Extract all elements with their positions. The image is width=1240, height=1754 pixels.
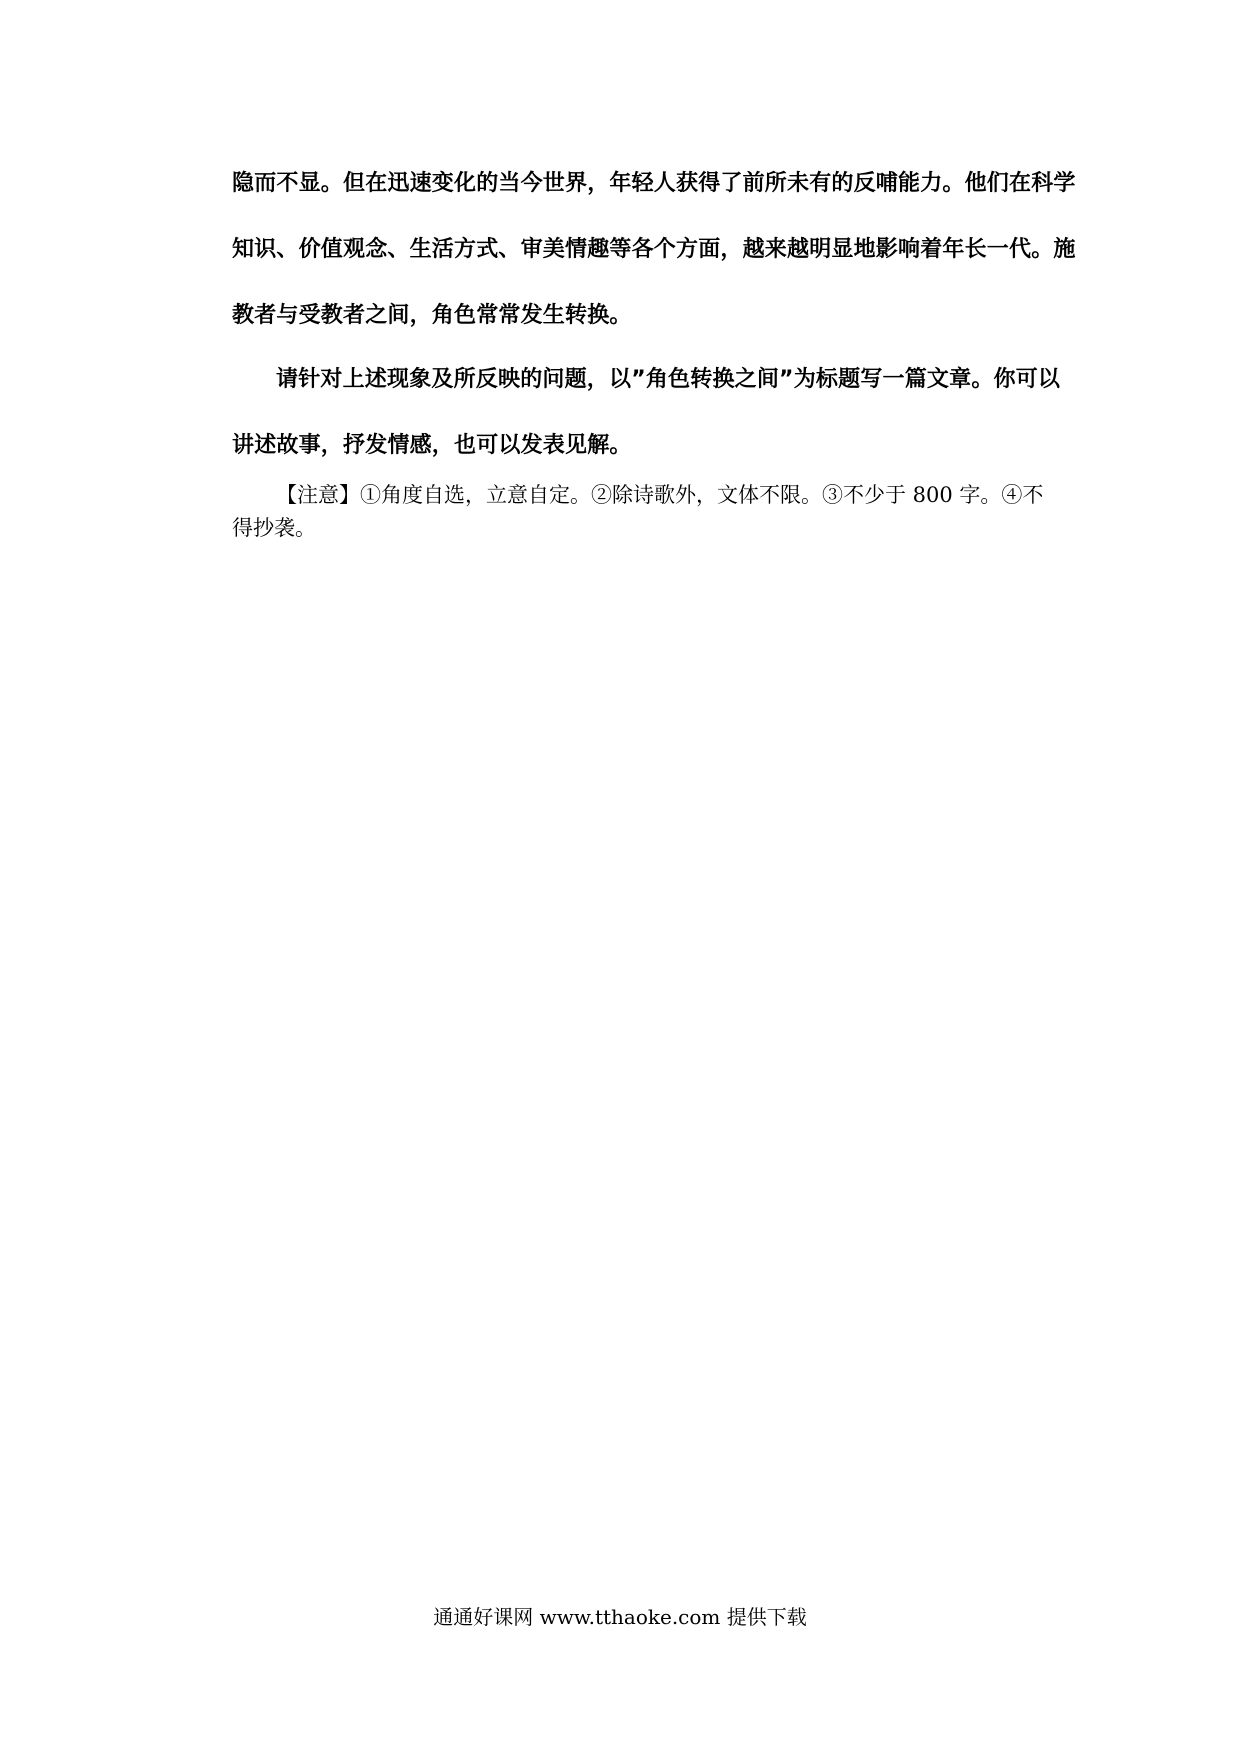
paragraph-1-line-2: 知识、价值观念、生活方式、审美情趣等各个方面，越来越明显地影响着年长一代。施 <box>232 237 1076 262</box>
footer-text: 通通好课网 www.tthaoke.com 提供下载 <box>433 1605 807 1629</box>
paragraph-2-line-1: 请针对上述现象及所反映的问题，以”角色转换之间”为标题写一篇文章。你可以 <box>276 367 1061 392</box>
paragraph-1-line-3: 教者与受教者之间，角色常常发生转换。 <box>232 303 632 328</box>
note-line-2: 得抄袭。 <box>232 516 316 540</box>
paragraph-2-line-2: 讲述故事，抒发情感，也可以发表见解。 <box>232 433 632 458</box>
paragraph-1-line-1: 隐而不显。但在迅速变化的当今世界，年轻人获得了前所未有的反哺能力。他们在科学 <box>232 171 1076 196</box>
note-line-1: 【注意】①角度自选，立意自定。②除诗歌外，文体不限。③不少于 800 字。④不 <box>276 483 1044 507</box>
